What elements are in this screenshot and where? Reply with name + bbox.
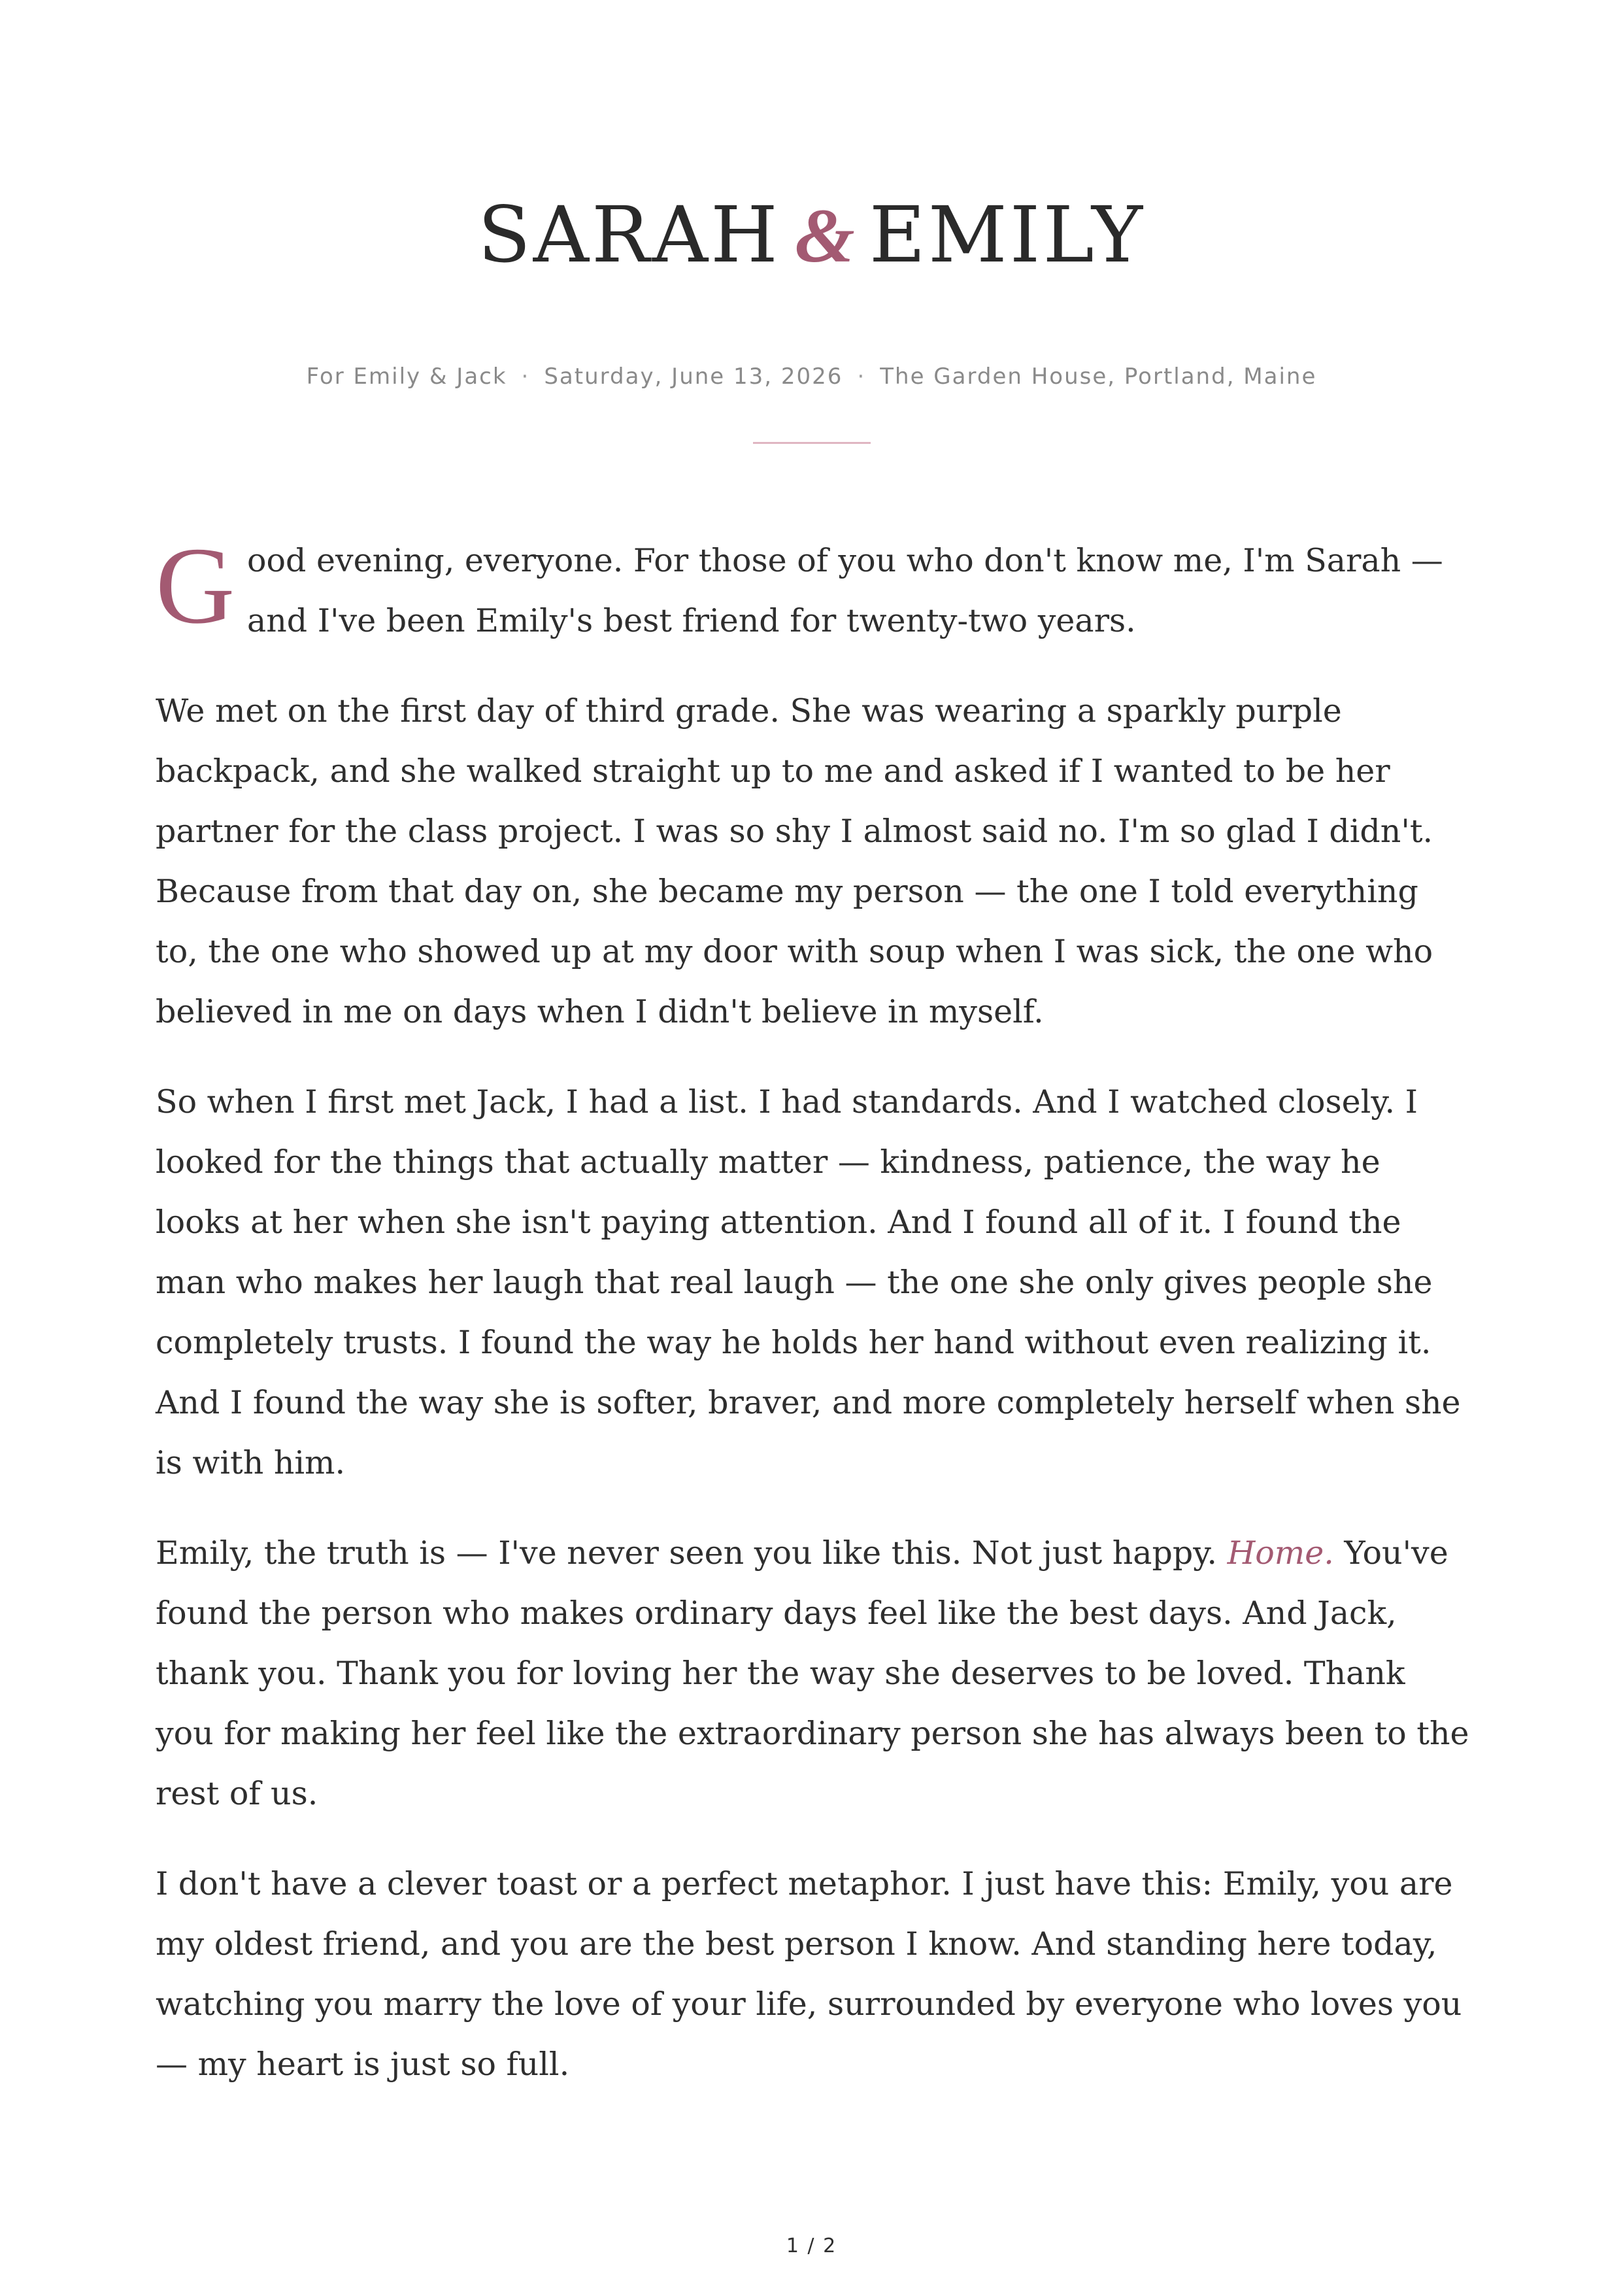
paragraph-1 xyxy=(156,525,1469,651)
drop-cap: G xyxy=(156,525,235,647)
title-name-left: SARAH xyxy=(477,190,780,280)
paragraph-1-text: ood evening, everyone. For those of you who don't know me, I'm Sarah — and I've been Emily's best friend for twenty-two years. xyxy=(247,542,1443,639)
paragraph-5: I don't have a clever toast or a perfect metaphor. I just have this: Emily, you are my oldest friend, and you are the best person I know. And standing here today, watching you marry the love of your life, surrounded by everyone who loves you — my heart is just so full. xyxy=(156,1865,1462,2083)
speech-body xyxy=(156,525,1469,2125)
paragraph-3: So when I first met Jack, I had a list. I had standards. And I watched closely. I looked for the things that actually matter — kindness, patience, the way he looks at her when she isn't paying attention. And I found all of it. I found the man who makes her laugh that real laugh — the one she only gives people she completely trusts. I found the way he holds her hand without even realizing it. And I found the way she is softer, braver, and more completely herself when she is with him. xyxy=(156,1083,1461,1481)
paragraph-4-after: You've found the person who makes ordinary days feel like the best days. And Jack, thank you. Thank you for loving her the way she deserves to be loved. Thank you for making her feel like the extraordinary person she has always been to the rest of us. xyxy=(156,1534,1469,1812)
emphasis-home: Home. xyxy=(1227,1534,1334,1572)
meta-separator: · xyxy=(857,363,866,390)
paragraph-4-before: Emily, the truth is — I've never seen you like this. Not just happy. xyxy=(156,1534,1228,1572)
meta-date: Saturday, June 13, 2026 xyxy=(544,363,843,390)
divider-rule xyxy=(753,442,871,444)
meta-for: For Emily & Jack xyxy=(306,363,507,390)
meta-venue: The Garden House, Portland, Maine xyxy=(880,363,1317,390)
event-meta xyxy=(0,363,1623,390)
page-title xyxy=(0,190,1623,280)
paragraph-2: We met on the first day of third grade. She was wearing a sparkly purple backpack, and she walked straight up to me and asked if I wanted to be her partner for the class project. I was so shy I almost said no. I'm so glad I didn't. Because from that day on, she became my person — the one I told everything to, the one who showed up at my door with soup when I was sick, the one who believed in me on days when I didn't believe in myself. xyxy=(156,692,1433,1030)
paragraph-4 xyxy=(156,1523,1469,1824)
title-ampersand: & xyxy=(794,193,858,279)
page-number: 1 / 2 xyxy=(786,2235,837,2257)
meta-separator: · xyxy=(521,363,530,390)
title-name-right: EMILY xyxy=(869,190,1146,280)
